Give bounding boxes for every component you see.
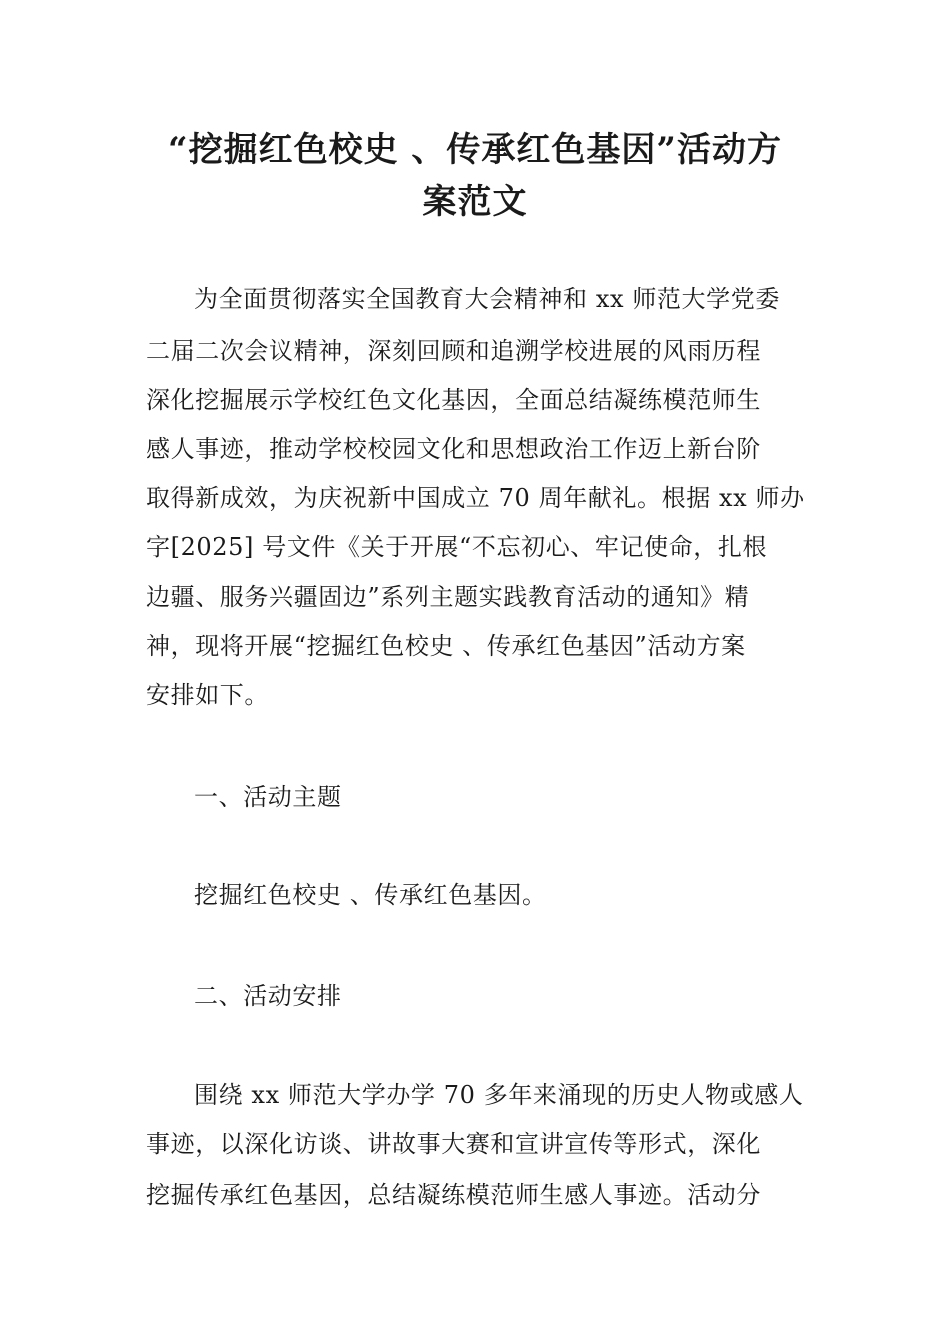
paragraph-line: 深化挖掘展示学校红色文化基因，全面总结凝练模范师生 [146,386,761,414]
paragraph-line: 感人事迹，推动学校校园文化和思想政治工作迈上新台阶 [146,435,761,463]
paragraph-line: 二届二次会议精神，深刻回顾和追溯学校进展的风雨历程 [146,337,761,365]
section-text: 挖掘红色校史 、传承红色基因。 [194,881,547,909]
paragraph-line: 神，现将开展“挖掘红色校史 、传承红色基因”活动方案 [146,632,746,660]
section-heading: 一、活动主题 [194,783,342,811]
document-title [140,124,810,228]
paragraph-line: 为全面贯彻落实全国教育大会精神和 xx 师范大学党委 [194,285,780,313]
paragraph-line: 事迹，以深化访谈、讲故事大赛和宣讲宣传等形式，深化 [146,1130,761,1158]
paragraph-line: 边疆、服务兴疆固边”系列主题实践教育活动的通知》精 [146,583,750,611]
paragraph-line: 取得新成效，为庆祝新中国成立 70 周年献礼。根据 xx 师办 [146,484,805,512]
title-line: 案范文 [422,182,528,222]
title-line: “挖掘红色校史 、传承红色基因”活动方 [168,130,782,170]
paragraph-line: 挖掘传承红色基因，总结凝练模范师生感人事迹。活动分 [146,1181,761,1209]
paragraph-line: 围绕 xx 师范大学办学 70 多年来涌现的历史人物或感人 [194,1081,804,1109]
paragraph-line: 字[2025] 号文件《关于开展“不忘初心、牢记使命，扎根 [146,533,768,561]
section-heading: 二、活动安排 [194,982,342,1010]
paragraph-line: 安排如下。 [146,681,269,709]
